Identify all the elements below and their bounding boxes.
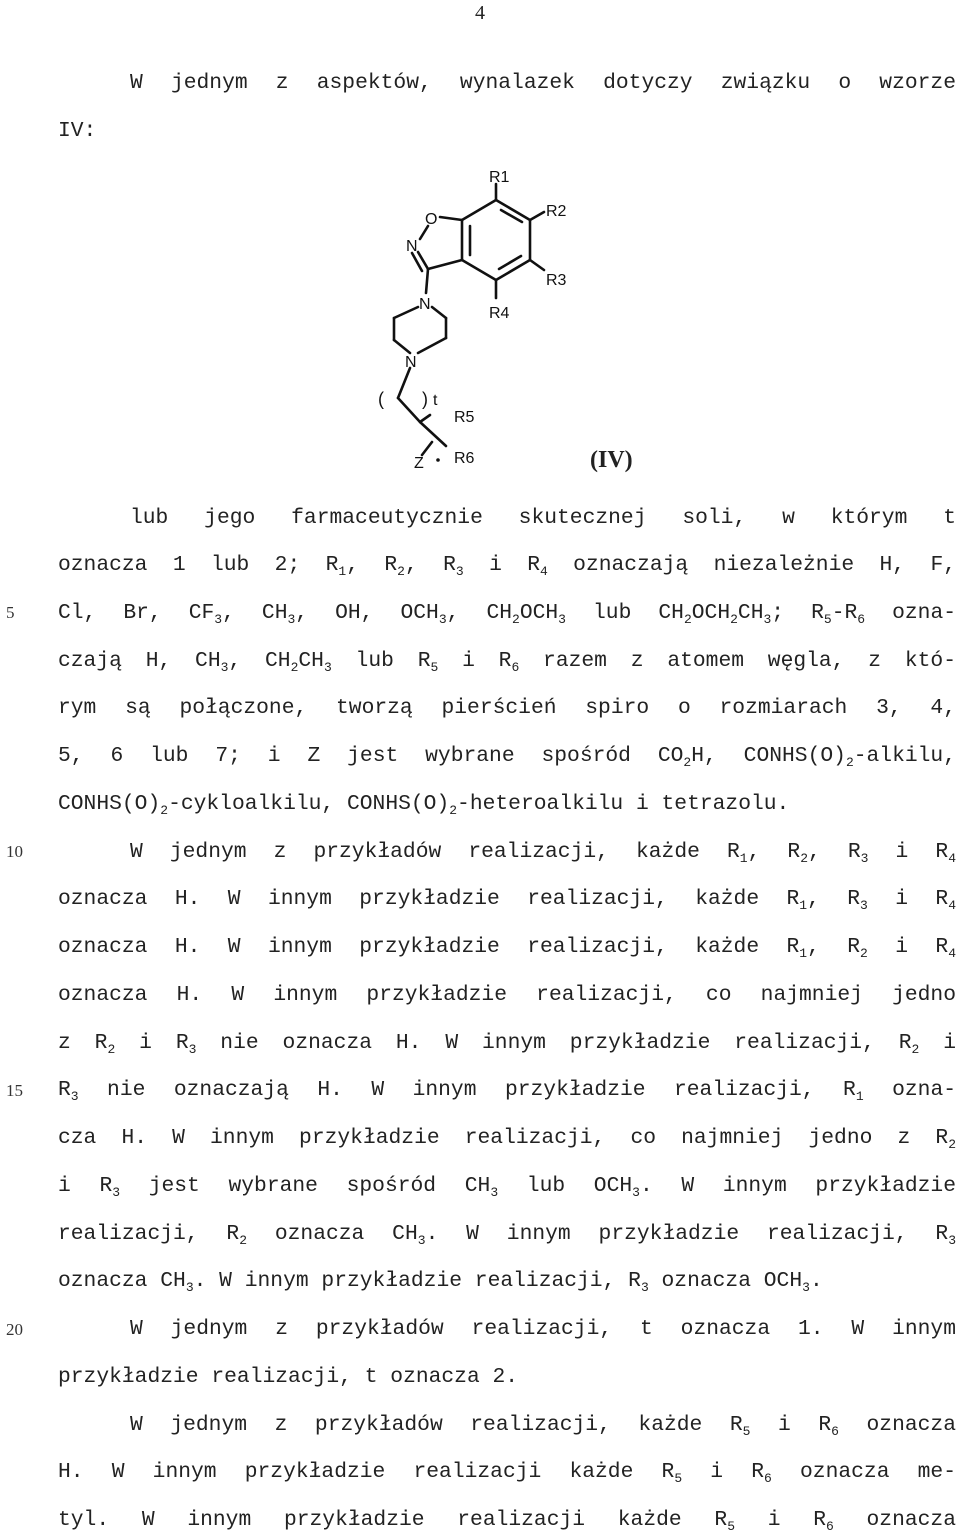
atom-z: Z: [414, 455, 424, 472]
text-line: $R_3$ nie oznaczają H. W innym przykładzie realizacji, $R_1$ ozna-: [58, 1078, 957, 1104]
text-line: Cl, Br, $CF_3$, $CH_3$, OH, $OCH_3$, $CH_2OCH_3$ lub $CH_2OCH_2CH_3$; $R_5-R_6$ ozna-: [58, 601, 957, 627]
text-line: 5, 6 lub 7; i Z jest wybrane spośród $CO_2H$, $CONHS(O)_2$-alkilu,: [58, 744, 956, 770]
text-line: oznacza 1 lub 2; $R_1$, $R_2$, $R_3$ i $R_4$ oznaczają niezależnie H, F,: [58, 553, 957, 579]
atom-r2: R2: [546, 203, 567, 220]
paren-open: (: [378, 389, 384, 409]
atom-o: O: [425, 211, 438, 228]
subscript-t: t: [433, 392, 438, 409]
text-line: W jednym z przykładów realizacji, t oznacza 1. W innym: [130, 1317, 956, 1341]
text-line: i $R_3$ jest wybrane spośród $CH_3$ lub $OCH_3$. W innym przykładzie: [58, 1174, 956, 1200]
text-line: z $R_2$ i $R_3$ nie oznacza H. W innym przykładzie realizacji, $R_2$ i: [58, 1031, 957, 1057]
text-line: przykładzie realizacji, t oznacza 2.: [58, 1365, 519, 1389]
text-line: W jednym z przykładów realizacji, każde $R_1$, $R_2$, $R_3$ i $R_4$: [130, 840, 957, 866]
atom-n-isoxazole: N: [406, 238, 418, 255]
atom-r1: R1: [489, 169, 510, 186]
text-line: realizacji, $R_2$ oznacza $CH_3$. W innym przykładzie realizacji, $R_3$: [58, 1222, 956, 1248]
text-line: oznacza H. W innym przykładzie realizacji, każde $R_1$, $R_3$ i $R_4$: [58, 887, 956, 913]
text-line: lub jego farmaceutycznie skutecznej soli, w którym t: [130, 506, 956, 530]
page-number: 4: [475, 2, 485, 24]
line-number-15: 15: [6, 1081, 23, 1100]
line-number-20: 20: [6, 1320, 23, 1339]
intro-line-2: IV:: [58, 119, 97, 143]
text-line: $CONHS(O)_2$-cykloalkilu, $CONHS(O)_2$-heteroalkilu i tetrazolu.: [58, 792, 790, 818]
line-number-10: 10: [6, 842, 23, 861]
atom-n-piperazine-top: N: [419, 296, 431, 313]
text-line: W jednym z przykładów realizacji, każde $R_5$ i $R_6$ oznacza: [130, 1413, 956, 1439]
text-line: oznacza $CH_3$. W innym przykładzie realizacji, $R_3$ oznacza $OCH_3$.: [58, 1269, 823, 1295]
intro-line-1: W jednym z aspektów, wynalazek dotyczy związku o wzorze: [130, 71, 956, 95]
text-line: oznacza H. W innym przykładzie realizacji, każde $R_1$, $R_2$ i $R_4$: [58, 935, 956, 961]
text-line: czają H, $CH_3$, $CH_2CH_3$ lub $R_5$ i $R_6$ razem z atomem węgla, z któ-: [58, 649, 956, 675]
formula-iv-structure: [370, 160, 650, 480]
text-line: oznacza H. W innym przykładzie realizacji, co najmniej jedno: [58, 983, 956, 1007]
formula-label: (IV): [590, 447, 633, 473]
atom-n-piperazine-bottom: N: [405, 354, 417, 371]
atom-r4: R4: [489, 305, 510, 322]
text-line: rym są połączone, tworzą pierścień spiro o rozmiarach 3, 4,: [58, 696, 956, 720]
line-number-5: 5: [6, 603, 15, 622]
text-line: H. W innym przykładzie realizacji każde $R_5$ i $R_6$ oznacza me-: [58, 1460, 956, 1486]
atom-r3: R3: [546, 272, 567, 289]
atom-r5: R5: [454, 409, 475, 426]
text-line: tyl. W innym przykładzie realizacji każde $R_5$ i $R_6$ oznacza: [58, 1508, 956, 1534]
atom-r6: R6: [454, 450, 475, 467]
text-line: cza H. W innym przykładzie realizacji, co najmniej jedno z $R_2$: [58, 1126, 956, 1152]
paren-close: ): [422, 389, 428, 409]
